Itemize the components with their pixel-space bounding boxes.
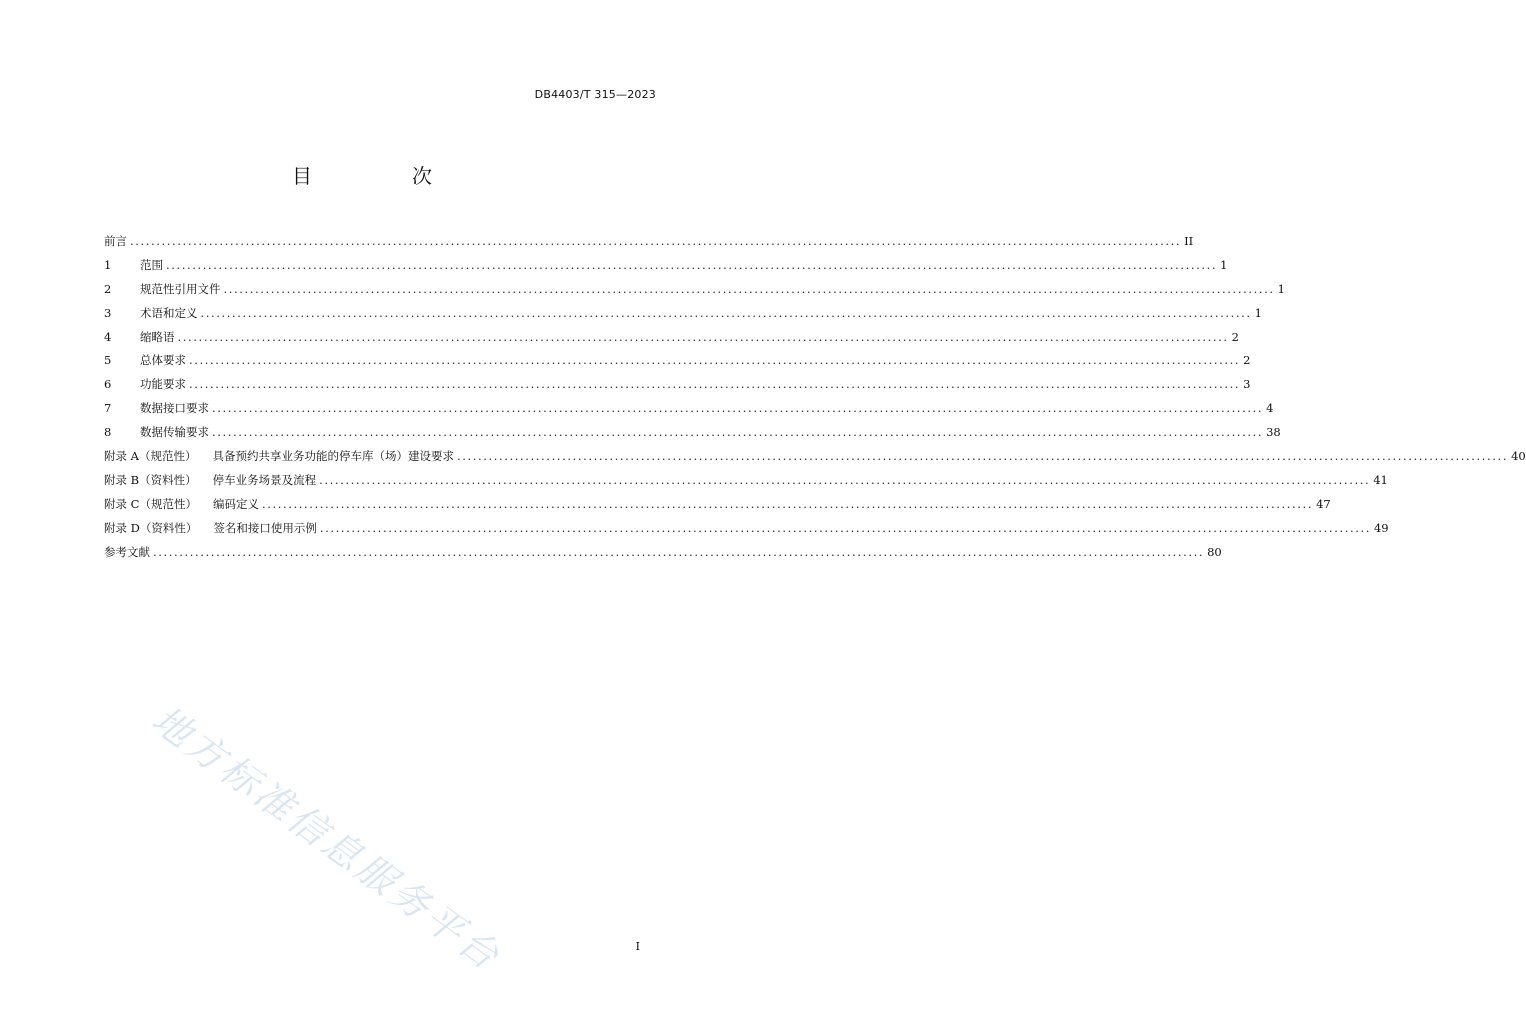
toc-entry-title: 术语和定义 xyxy=(140,305,198,320)
toc-entry-number: 附录 B（资料性） xyxy=(104,472,197,487)
toc-entry[interactable] xyxy=(104,400,1274,424)
toc-entry[interactable] xyxy=(104,520,1389,544)
toc-entry-number: 2 xyxy=(104,281,112,296)
toc-leader-dots: ........................................................................................................................................................................................................ xyxy=(189,377,1241,392)
toc-entry-page: 41 xyxy=(1373,472,1388,487)
toc-entry[interactable] xyxy=(104,305,1262,329)
toc-entry-page: 2 xyxy=(1243,353,1251,368)
toc-entry-number: 4 xyxy=(104,329,112,344)
toc-entry-page: 49 xyxy=(1373,520,1389,535)
toc-entry-label xyxy=(104,544,150,560)
toc-entry-title: 参考文献 xyxy=(104,544,150,559)
toc-entry-page: 80 xyxy=(1207,544,1222,559)
toc-entry-page: 1 xyxy=(1254,305,1262,320)
toc-leader-dots: ........................................................................................................................................................................................................ xyxy=(153,544,1205,559)
toc-leader-dots: ........................................................................................................................................................................................................ xyxy=(319,472,1371,487)
toc-leader-dots: ........................................................................................................................................................................................................ xyxy=(200,305,1252,320)
toc-entry-title: 停车业务场景及流程 xyxy=(212,472,317,487)
toc-entry-title: 功能要求 xyxy=(140,377,186,392)
toc-entry[interactable] xyxy=(104,376,1251,400)
toc-entry[interactable] xyxy=(104,329,1239,353)
toc-entry[interactable] xyxy=(104,281,1285,305)
toc-entry[interactable] xyxy=(104,472,1388,496)
toc-leader-dots: ........................................................................................................................................................................................................ xyxy=(130,234,1182,248)
toc-leader-dots: ........................................................................................................................................................................................................ xyxy=(177,329,1229,344)
toc-entry-page: 40 xyxy=(1511,449,1526,464)
toc-entry-page: 3 xyxy=(1243,377,1251,392)
toc-entry-title: 数据传输要求 xyxy=(140,425,209,440)
toc-entry-page: 47 xyxy=(1316,496,1331,511)
toc-entry[interactable] xyxy=(104,352,1251,376)
toc-entry-title: 范围 xyxy=(140,257,163,272)
toc-entry-title: 缩略语 xyxy=(140,329,175,344)
toc-entry-title: 数据接口要求 xyxy=(140,401,209,416)
toc-entry-title: 总体要求 xyxy=(140,353,186,368)
toc-entry-number: 附录 D（资料性） xyxy=(104,520,198,535)
toc-title: 目 次 xyxy=(292,164,472,188)
toc-entry[interactable] xyxy=(104,424,1281,448)
toc-entry[interactable] xyxy=(104,233,1194,257)
toc-entry-page: 2 xyxy=(1231,329,1239,344)
toc-entry[interactable] xyxy=(104,257,1228,281)
toc-entry-title: 编码定义 xyxy=(212,496,259,511)
toc-entry-number: 3 xyxy=(104,305,112,320)
toc-entry-page: 1 xyxy=(1220,257,1228,272)
toc-entry-label xyxy=(104,257,163,273)
toc-entry-number: 1 xyxy=(104,257,112,272)
toc-entry-page: II xyxy=(1184,234,1194,248)
toc-entry-label xyxy=(104,496,259,512)
page-number: I xyxy=(635,940,640,953)
toc-leader-dots: ........................................................................................................................................................................................................ xyxy=(223,281,1275,296)
table-of-contents xyxy=(104,233,1526,567)
toc-entry[interactable] xyxy=(104,496,1331,520)
watermark: 地方标准信息服务平台 xyxy=(143,697,510,980)
toc-leader-dots: ........................................................................................................................................................................................................ xyxy=(166,257,1218,272)
toc-entry-number: 5 xyxy=(104,353,112,368)
toc-entry-page: 4 xyxy=(1266,401,1274,416)
toc-entry-number: 6 xyxy=(104,377,112,392)
toc-entry-page: 38 xyxy=(1266,425,1281,440)
toc-entry-label xyxy=(104,233,127,249)
toc-leader-dots: ........................................................................................................................................................................................................ xyxy=(189,353,1241,368)
toc-entry-label xyxy=(104,281,221,297)
toc-leader-dots: ........................................................................................................................................................................................................ xyxy=(319,520,1371,535)
toc-entry-title: 签名和接口使用示例 xyxy=(213,520,317,535)
toc-entry-label xyxy=(104,329,175,345)
toc-entry-label xyxy=(104,472,316,488)
toc-entry-number: 附录 C（规范性） xyxy=(104,496,197,511)
toc-entry-label xyxy=(104,520,317,536)
toc-entry-label xyxy=(104,448,454,464)
toc-leader-dots: ........................................................................................................................................................................................................ xyxy=(456,449,1509,464)
toc-entry-page: 1 xyxy=(1277,281,1285,296)
toc-entry[interactable] xyxy=(104,448,1526,472)
toc-entry-label xyxy=(104,305,198,321)
toc-entry[interactable] xyxy=(104,544,1222,568)
toc-entry-label xyxy=(104,400,209,416)
toc-leader-dots: ........................................................................................................................................................................................................ xyxy=(212,401,1264,416)
toc-entry-title: 规范性引用文件 xyxy=(140,281,221,296)
toc-entry-label xyxy=(104,352,186,368)
document-code: DB4403/T 315—2023 xyxy=(534,88,656,101)
toc-entry-title: 前言 xyxy=(104,234,127,248)
toc-leader-dots: ........................................................................................................................................................................................................ xyxy=(261,496,1314,511)
toc-leader-dots: ........................................................................................................................................................................................................ xyxy=(212,425,1264,440)
toc-entry-label xyxy=(104,424,209,440)
toc-entry-number: 附录 A（规范性） xyxy=(104,449,197,464)
toc-entry-title: 具备预约共享业务功能的停车库（场）建设要求 xyxy=(212,449,454,464)
toc-entry-number: 7 xyxy=(104,401,112,416)
toc-entry-number: 8 xyxy=(104,425,112,440)
toc-entry-label xyxy=(104,376,186,392)
